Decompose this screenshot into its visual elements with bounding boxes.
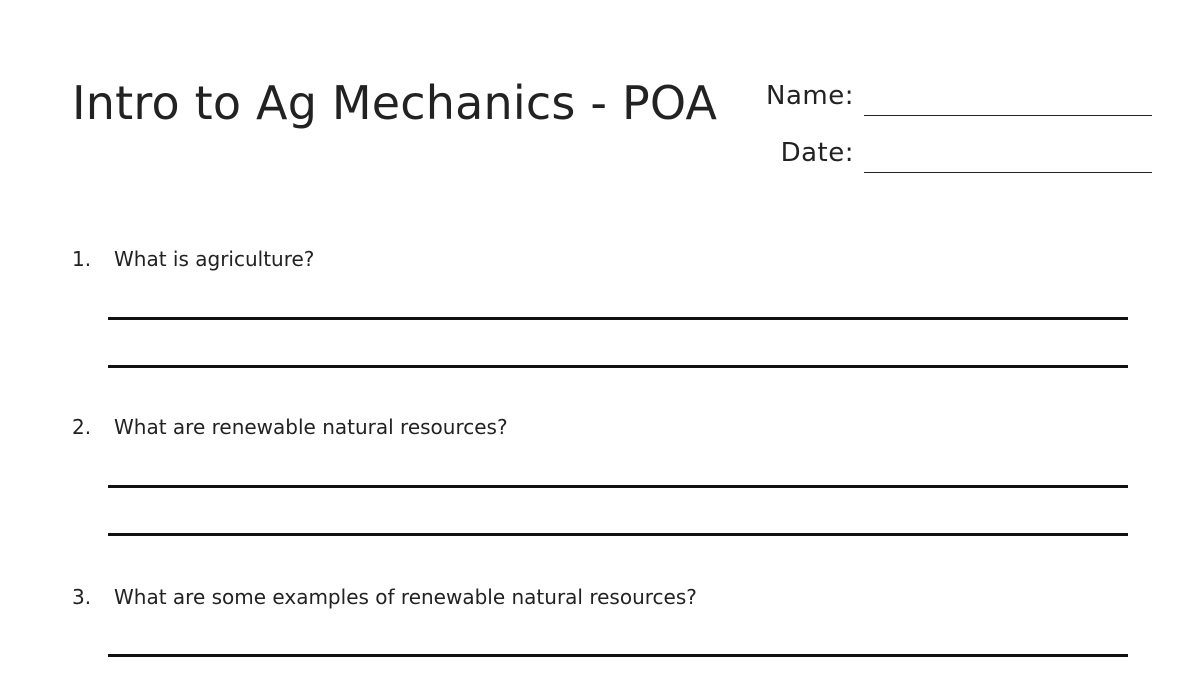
answer-line-2a[interactable] [108,485,1128,488]
name-write-line[interactable] [864,115,1152,116]
question-number: 1. [72,247,92,271]
question-text: What is agriculture? [114,247,315,271]
question-3 [72,584,697,610]
answer-line-2b[interactable] [108,533,1128,536]
question-number: 3. [72,585,92,609]
date-label: Date: [780,138,854,168]
question-text: What are renewable natural resources? [114,415,508,439]
answer-line-3a[interactable] [108,654,1128,657]
worksheet-title: Intro to Ag Mechanics - POA [72,76,718,130]
question-number: 2. [72,415,92,439]
date-write-line[interactable] [864,172,1152,173]
answer-line-1a[interactable] [108,317,1128,320]
name-label: Name: [766,81,854,111]
date-field-row [700,137,1152,173]
question-2 [72,414,508,440]
answer-line-1b[interactable] [108,365,1128,368]
name-field-row [700,80,1152,116]
question-text: What are some examples of renewable natural resources? [114,585,697,609]
question-1 [72,246,314,272]
